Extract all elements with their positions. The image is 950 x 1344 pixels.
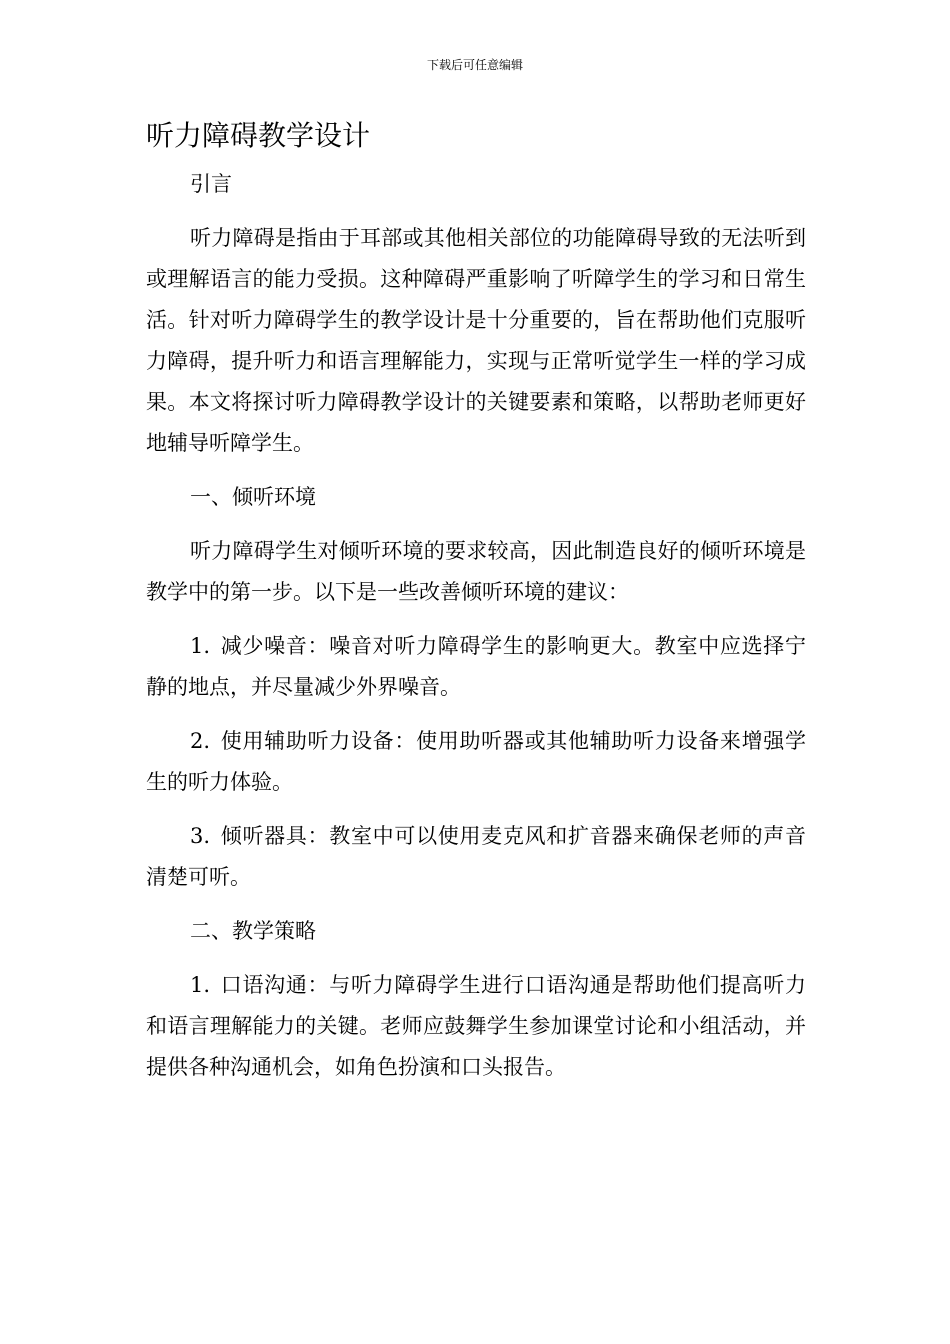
intro-paragraph: 听力障碍是指由于耳部或其他相关部位的功能障碍导致的无法听到或理解语言的能力受损。这种障碍严重影响了听障学生的学习和日常生活。针对听力障碍学生的教学设计是十分重要的，旨在帮助他们克服听力障碍，提升听力和语言理解能力，实现与正常听觉学生一样的学习成果。本文将探讨听力障碍教学设计的关键要素和策略，以帮助老师更好地辅导听障学生。 xyxy=(146,226,806,455)
section1-paragraph: 听力障碍学生对倾听环境的要求较高，因此制造良好的倾听环境是教学中的第一步。以下是一些改善倾听环境的建议： xyxy=(146,539,806,604)
item-text: 口语沟通：与听力障碍学生进行口语沟通是帮助他们提高听力和语言理解能力的关键。老师应鼓舞学生参加课堂讨论和小组活动，并提供各种沟通机会，如角色扮演和口头报告。 xyxy=(146,973,806,1079)
document-title: 听力障碍教学设计 xyxy=(146,119,371,152)
section1-item-2 xyxy=(146,721,806,803)
item-number: 2. xyxy=(190,729,211,753)
section1-item-3 xyxy=(146,816,806,898)
item-text: 倾听器具：教室中可以使用麦克风和扩音器来确保老师的声音清楚可听。 xyxy=(146,824,806,889)
section2-item-1 xyxy=(146,965,806,1088)
item-number: 3. xyxy=(190,824,211,848)
item-text: 减少噪音：噪音对听力障碍学生的影响更大。教室中应选择宁静的地点，并尽量减少外界噪音。 xyxy=(146,634,806,699)
section1-item-1 xyxy=(146,626,806,708)
item-number: 1. xyxy=(190,973,211,997)
document-body xyxy=(146,164,806,1101)
item-number: 1. xyxy=(190,634,211,658)
header-note: 下载后可任意编辑 xyxy=(426,58,523,72)
item-text: 使用辅助听力设备：使用助听器或其他辅助听力设备来增强学生的听力体验。 xyxy=(146,729,806,794)
intro-heading: 引言 xyxy=(190,172,232,196)
section1-heading: 一、倾听环境 xyxy=(190,485,316,509)
section2-heading: 二、教学策略 xyxy=(190,919,316,943)
